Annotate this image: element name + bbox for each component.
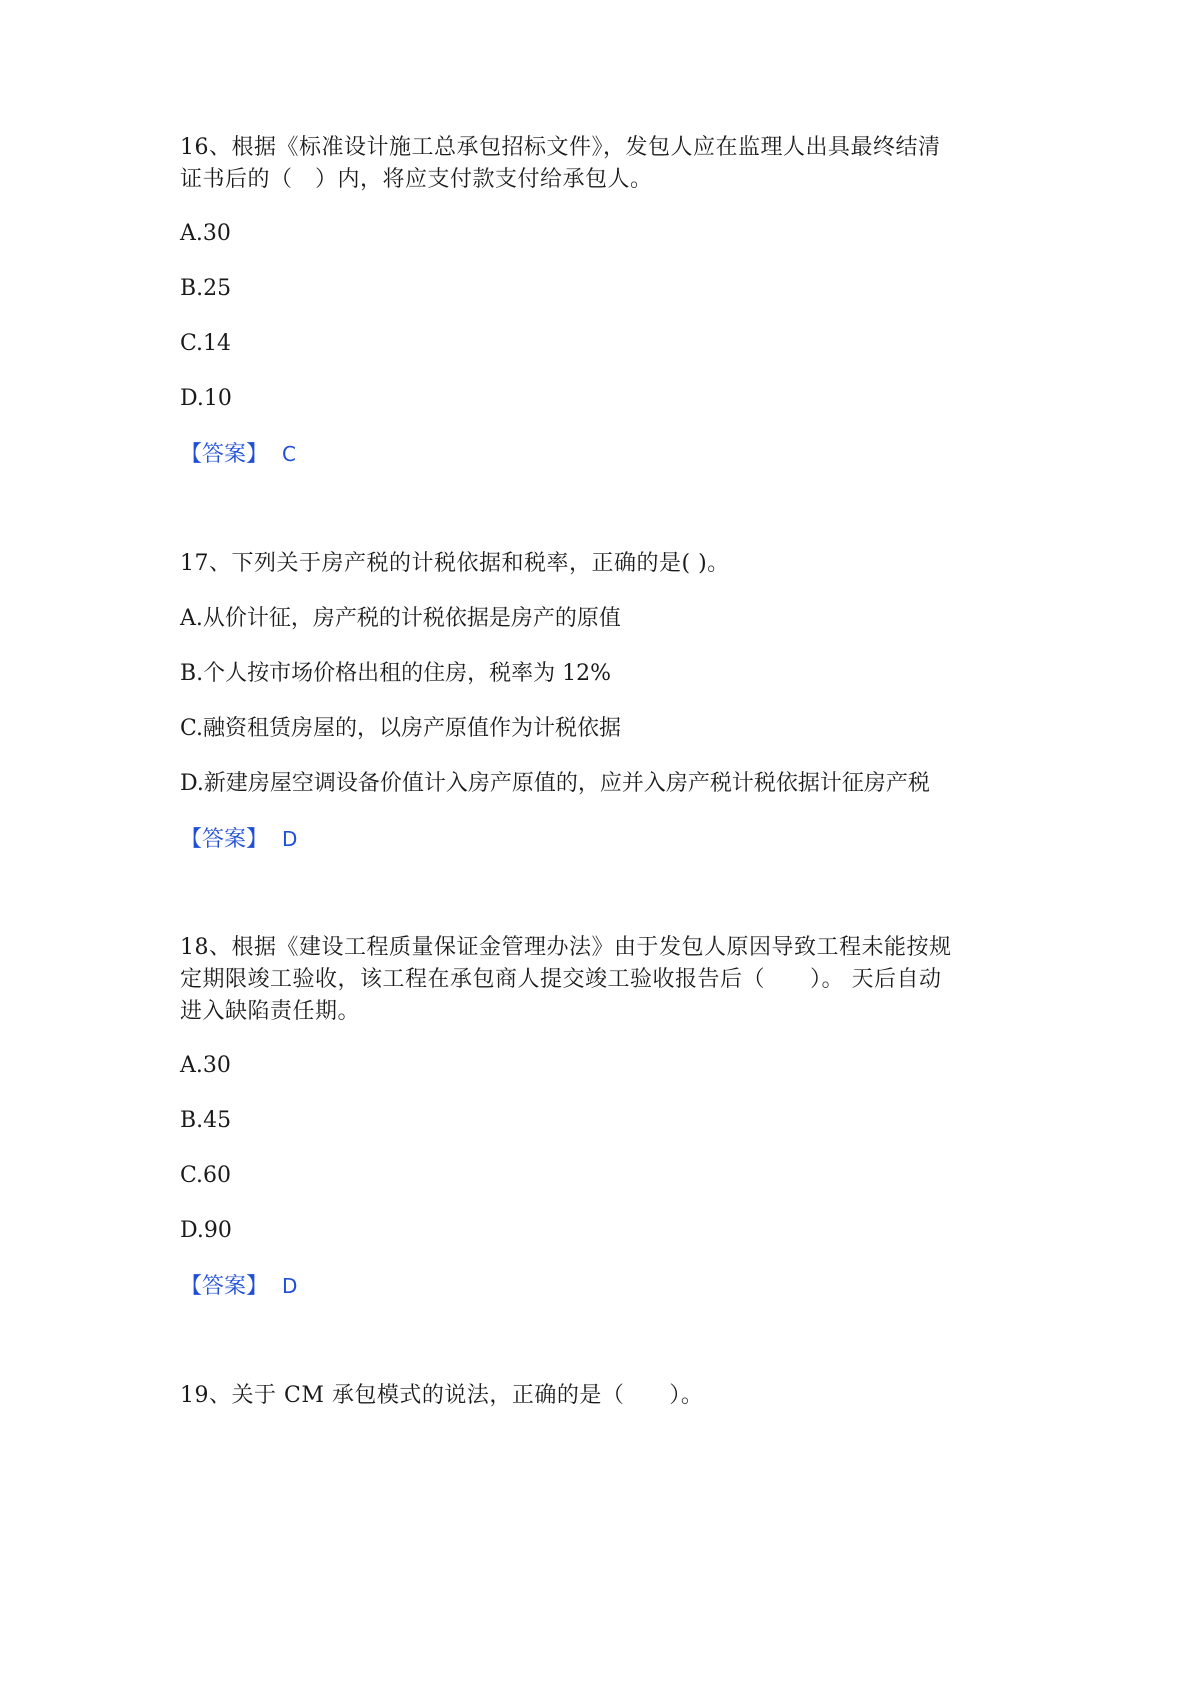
question-16-option-b: B.25 — [180, 276, 232, 301]
question-18-stem-line-3: 进入缺陷责任期。 — [180, 999, 361, 1024]
question-18-stem-line-2: 定期限竣工验收，该工程在承包商人提交竣工验收报告后（ ）。 天后自动 — [180, 967, 942, 992]
question-17-option-a: A.从价计征，房产税的计税依据是房产的原值 — [180, 606, 621, 631]
question-18-option-a: A.30 — [180, 1053, 231, 1078]
question-16-option-c: C.14 — [180, 331, 232, 356]
question-17-option-c: C.融资租赁房屋的，以房产原值作为计税依据 — [180, 716, 622, 741]
answer-value: D — [282, 1274, 298, 1298]
answer-label: 【答案】 — [180, 827, 269, 852]
question-18-option-d: D.90 — [180, 1218, 232, 1243]
question-16-option-a: A.30 — [180, 221, 231, 246]
question-16-answer — [180, 438, 296, 471]
question-18-option-c: C.60 — [180, 1163, 232, 1188]
answer-label: 【答案】 — [180, 442, 269, 467]
answer-label: 【答案】 — [180, 1274, 269, 1299]
question-16-option-d: D.10 — [180, 386, 232, 411]
question-17-stem-line-1: 17、下列关于房产税的计税依据和税率，正确的是( )。 — [180, 551, 730, 576]
question-17-option-b: B.个人按市场价格出租的住房，税率为 12% — [180, 661, 612, 686]
question-18-answer — [180, 1270, 297, 1303]
question-18-stem-line-1: 18、根据《建设工程质量保证金管理办法》由于发包人原因导致工程未能按规 — [180, 935, 952, 960]
answer-value: C — [282, 442, 296, 466]
question-18-option-b: B.45 — [180, 1108, 232, 1133]
question-19-stem-line-1: 19、关于 CM 承包模式的说法，正确的是（ ）。 — [180, 1383, 704, 1408]
question-16-stem-line-2: 证书后的（ ）内，将应支付款支付给承包人。 — [180, 167, 653, 192]
question-16-stem-line-1: 16、根据《标准设计施工总承包招标文件》，发包人应在监理人出具最终结清 — [180, 135, 941, 160]
question-17-option-d: D.新建房屋空调设备价值计入房产原值的，应并入房产税计税依据计征房产税 — [180, 771, 930, 796]
answer-value: D — [282, 827, 298, 851]
question-17-answer — [180, 823, 297, 856]
